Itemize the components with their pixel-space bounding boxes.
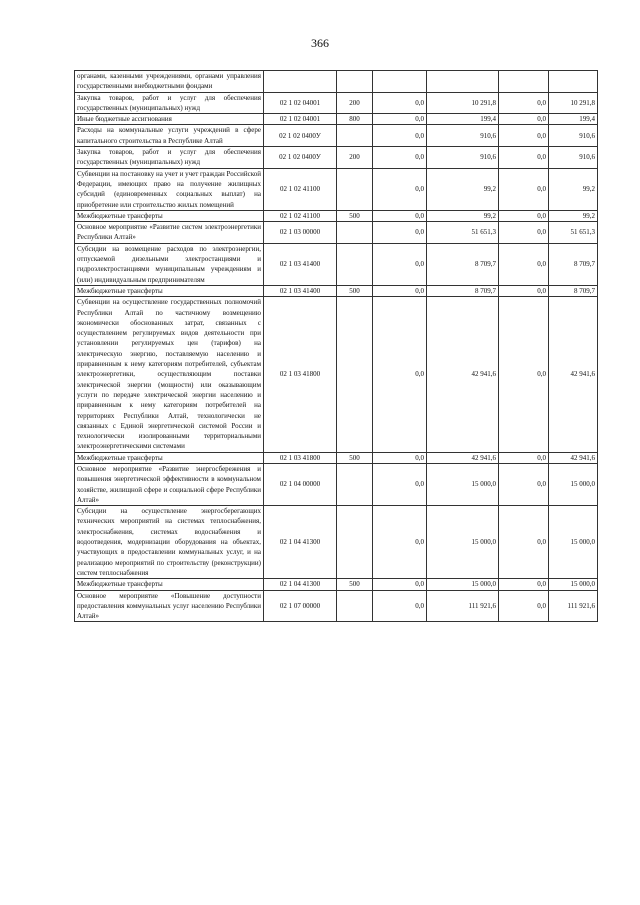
amount-col-2: 15 000,0 (427, 579, 499, 590)
target-code: 02 1 02 04001 (264, 92, 337, 114)
target-code: 02 1 03 00000 (264, 222, 337, 244)
expense-type (337, 297, 373, 452)
amount-col-2: 8 709,7 (427, 243, 499, 285)
amount-col-3: 0,0 (499, 285, 549, 296)
amount-col-2: 111 921,6 (427, 590, 499, 622)
target-code: 02 1 04 41300 (264, 579, 337, 590)
target-code: 02 1 04 00000 (264, 463, 337, 505)
row-name: Основное мероприятие «Повышение доступности предоставления коммунальных услуг населению Республики Алтай» (75, 590, 264, 622)
amount-col-1: 0,0 (373, 92, 427, 114)
amount-col-2: 15 000,0 (427, 506, 499, 579)
target-code: 02 1 02 04001 (264, 114, 337, 125)
row-name: Закупка товаров, работ и услуг для обеспечения государственных (муниципальных) нужд (75, 92, 264, 114)
amount-col-3: 0,0 (499, 506, 549, 579)
target-code: 02 1 02 41100 (264, 210, 337, 221)
amount-col-2: 910,6 (427, 147, 499, 169)
amount-col-2: 10 291,8 (427, 92, 499, 114)
amount-col-2: 8 709,7 (427, 285, 499, 296)
amount-col-1: 0,0 (373, 590, 427, 622)
amount-col-2: 15 000,0 (427, 463, 499, 505)
row-name: Межбюджетные трансферты (75, 579, 264, 590)
amount-col-1 (373, 71, 427, 93)
amount-total: 15 000,0 (549, 463, 598, 505)
amount-col-1: 0,0 (373, 297, 427, 452)
target-code: 02 1 02 0400У (264, 147, 337, 169)
amount-col-2: 99,2 (427, 168, 499, 210)
amount-col-3: 0,0 (499, 222, 549, 244)
amount-col-1: 0,0 (373, 114, 427, 125)
amount-col-2: 42 941,6 (427, 297, 499, 452)
expense-type: 500 (337, 285, 373, 296)
amount-col-1: 0,0 (373, 243, 427, 285)
table-row (75, 579, 598, 590)
amount-total: 42 941,6 (549, 297, 598, 452)
expense-type (337, 222, 373, 244)
amount-col-2: 99,2 (427, 210, 499, 221)
expense-type (337, 125, 373, 147)
amount-total: 910,6 (549, 147, 598, 169)
row-name: Закупка товаров, работ и услуг для обеспечения государственных (муниципальных) нужд (75, 147, 264, 169)
amount-total: 99,2 (549, 168, 598, 210)
target-code: 02 1 03 41400 (264, 285, 337, 296)
amount-col-1: 0,0 (373, 579, 427, 590)
amount-col-1: 0,0 (373, 222, 427, 244)
amount-total: 15 000,0 (549, 579, 598, 590)
amount-total: 910,6 (549, 125, 598, 147)
expense-type: 500 (337, 452, 373, 463)
amount-col-1: 0,0 (373, 168, 427, 210)
row-name: Субсидии на возмещение расходов по электроэнергии, отпускаемой дизельными электростанциями и гидроэлектростанциями муниципальным учреждениям и (или) индивидуальным предпринимателям (75, 243, 264, 285)
amount-col-3: 0,0 (499, 579, 549, 590)
amount-col-3: 0,0 (499, 243, 549, 285)
amount-col-2: 42 941,6 (427, 452, 499, 463)
table-row (75, 92, 598, 114)
table-row (75, 463, 598, 505)
target-code: 02 1 02 0400У (264, 125, 337, 147)
amount-col-2 (427, 71, 499, 93)
amount-total: 8 709,7 (549, 285, 598, 296)
budget-table (74, 70, 598, 622)
table-row (75, 147, 598, 169)
row-name: Субсидии на осуществление энергосберегающих технических мероприятий на системах теплоснабжения, электроснабжения, системах водоснабжения и водоотведения, модернизации оборудования на объектах, участвующих в предоставлении коммунальных услуг, и на реализацию мероприятий по строительству (реконструкции) систем теплоснабжения (75, 506, 264, 579)
table-row (75, 285, 598, 296)
amount-total: 8 709,7 (549, 243, 598, 285)
amount-total: 111 921,6 (549, 590, 598, 622)
amount-total: 199,4 (549, 114, 598, 125)
expense-type (337, 590, 373, 622)
amount-col-1: 0,0 (373, 147, 427, 169)
expense-type: 500 (337, 210, 373, 221)
table-row (75, 168, 598, 210)
expense-type (337, 506, 373, 579)
row-name: органами, казенными учреждениями, органами управления государственными внебюджетными фондами (75, 71, 264, 93)
target-code (264, 71, 337, 93)
table-row (75, 222, 598, 244)
table-row (75, 114, 598, 125)
amount-col-3: 0,0 (499, 125, 549, 147)
expense-type: 500 (337, 579, 373, 590)
amount-col-3 (499, 71, 549, 93)
target-code: 02 1 03 41800 (264, 297, 337, 452)
amount-total: 99,2 (549, 210, 598, 221)
target-code: 02 1 03 41400 (264, 243, 337, 285)
target-code: 02 1 03 41800 (264, 452, 337, 463)
amount-total: 15 000,0 (549, 506, 598, 579)
row-name: Субвенции на осуществление государственных полномочий Республики Алтай по частичному возмещению экономически обоснованных затрат, связанных с осуществлением регулируемых видов деятельности при установлении регулируемых цен (тарифов) на электрическую энергию, поставляемую населению и приравненным к нему категориям потребителей, субъектам электроэнергетики, осуществляющим поставки электрической энергии (мощности) или оказывающим услуги по передаче электрической энергии населению и приравненным к нему категориям потребителей на территориях Республики Алтай, технологически не связанных с Единой энергетической системой России и технологически изолированными территориальными электроэнергетическими системами (75, 297, 264, 452)
expense-type (337, 463, 373, 505)
amount-col-2: 51 651,3 (427, 222, 499, 244)
expense-type (337, 243, 373, 285)
table-row (75, 590, 598, 622)
amount-col-3: 0,0 (499, 463, 549, 505)
amount-col-1: 0,0 (373, 452, 427, 463)
amount-col-1: 0,0 (373, 506, 427, 579)
table-body (75, 71, 598, 622)
target-code: 02 1 02 41100 (264, 168, 337, 210)
amount-col-3: 0,0 (499, 590, 549, 622)
page-number: 366 (311, 36, 329, 50)
amount-total (549, 71, 598, 93)
amount-col-1: 0,0 (373, 125, 427, 147)
target-code: 02 1 04 41300 (264, 506, 337, 579)
row-name: Основное мероприятие «Развитие энергосбережения и повышения энергетической эффективности в коммунальном хозяйстве, жилищной сфере и социальной сфере Республики Алтай» (75, 463, 264, 505)
amount-col-2: 199,4 (427, 114, 499, 125)
target-code: 02 1 07 00000 (264, 590, 337, 622)
row-name: Основное мероприятие «Развитие систем электроэнергетики Республики Алтай» (75, 222, 264, 244)
amount-col-3: 0,0 (499, 297, 549, 452)
expense-type: 800 (337, 114, 373, 125)
amount-col-3: 0,0 (499, 92, 549, 114)
table-row (75, 297, 598, 452)
table-row (75, 506, 598, 579)
expense-type (337, 71, 373, 93)
amount-total: 42 941,6 (549, 452, 598, 463)
amount-col-1: 0,0 (373, 285, 427, 296)
amount-col-2: 910,6 (427, 125, 499, 147)
amount-col-3: 0,0 (499, 114, 549, 125)
row-name: Межбюджетные трансферты (75, 210, 264, 221)
row-name: Иные бюджетные ассигнования (75, 114, 264, 125)
amount-col-1: 0,0 (373, 210, 427, 221)
table-row (75, 243, 598, 285)
row-name: Межбюджетные трансферты (75, 285, 264, 296)
expense-type (337, 168, 373, 210)
table-row (75, 210, 598, 221)
amount-col-3: 0,0 (499, 452, 549, 463)
amount-total: 10 291,8 (549, 92, 598, 114)
amount-total: 51 651,3 (549, 222, 598, 244)
table-row (75, 452, 598, 463)
table-row (75, 125, 598, 147)
amount-col-3: 0,0 (499, 210, 549, 221)
expense-type: 200 (337, 92, 373, 114)
amount-col-3: 0,0 (499, 168, 549, 210)
amount-col-1: 0,0 (373, 463, 427, 505)
expense-type: 200 (337, 147, 373, 169)
row-name: Расходы на коммунальные услуги учреждений в сфере капитального строительства в Республике Алтай (75, 125, 264, 147)
row-name: Субвенции на постановку на учет и учет граждан Российской Федерации, имеющих право на получение жилищных субсидий (единовременных социальных выплат) на приобретение или строительство жилых помещений (75, 168, 264, 210)
table-row (75, 71, 598, 93)
row-name: Межбюджетные трансферты (75, 452, 264, 463)
amount-col-3: 0,0 (499, 147, 549, 169)
